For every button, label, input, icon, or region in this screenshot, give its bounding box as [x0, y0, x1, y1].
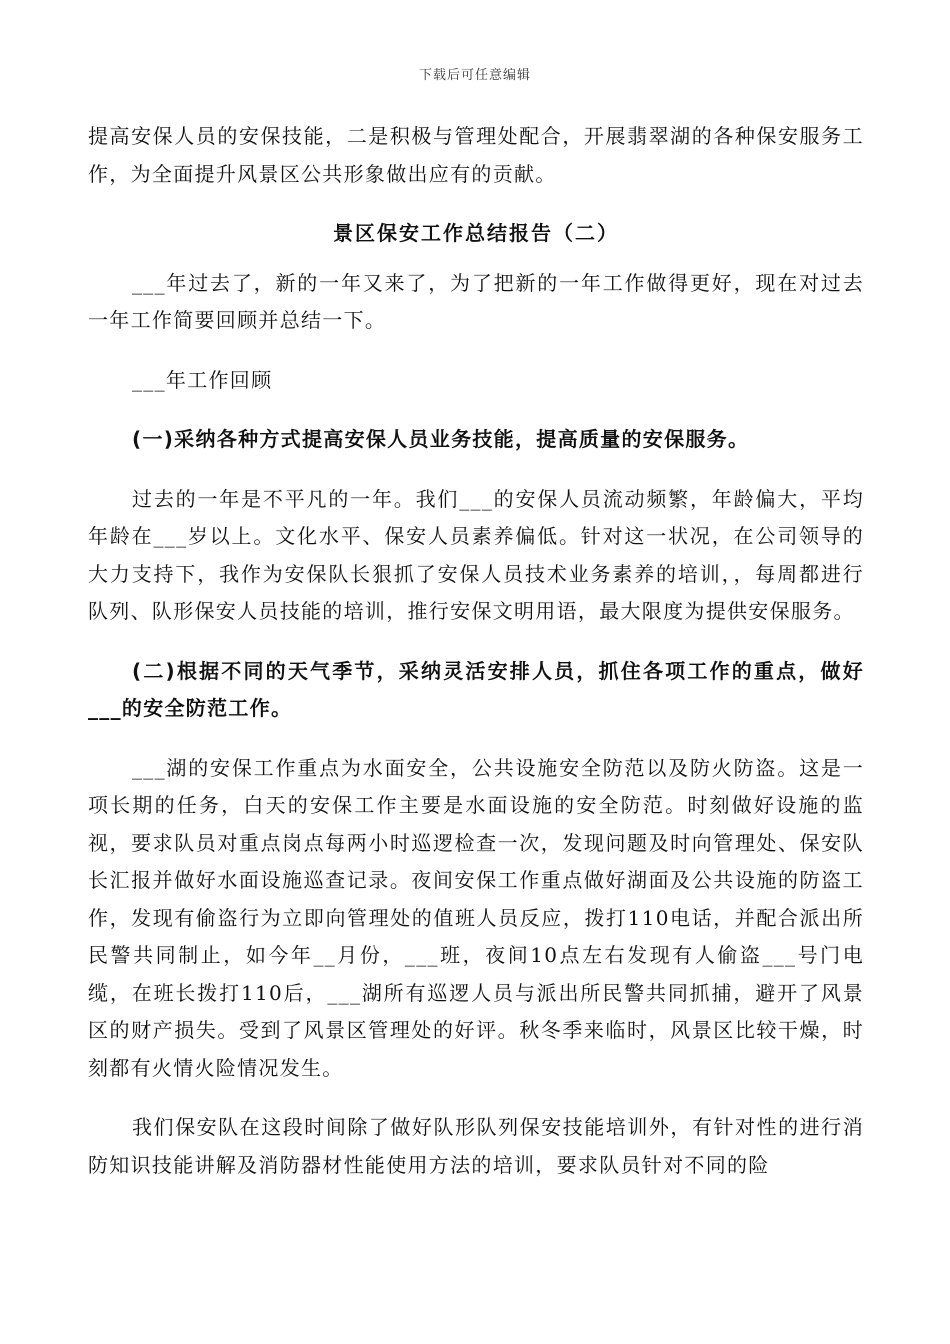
paragraph-fire-training: 我们保安队在这段时间除了做好队形队列保安技能培训外，有针对性的进行消防知识技能讲解及消防器材性能使用方法的培训，要求队员针对不同的险 — [88, 1115, 864, 1177]
paragraph-security-focus: ___湖的安保工作重点为水面安全，公共设施安全防范以及防火防盗。这是一项长期的任务，白天的安保工作主要是水面设施的安全防范。时刻做好设施的监视，要求队员对重点岗点每两小时巡逻检查一次，发现问题及时向管理处、保安队长汇报并做好水面设施巡查记录。夜间安保工作重点做好湖面及公共设施的防盗工作，发现有偷盗行为立即向管理处的值班人员反应，拨打110电话，并配合派出所民警共同制止，如今年__月份，___班，夜间10点左右发现有人偷盗___号门电缆，在班长拨打110后，___湖所有巡逻人员与派出所民警共同抓捕，避开了风景区的财产损失。受到了风景区管理处的好评。秋冬季来临时，风景区比较干燥，时刻都有火情火险情况发生。 — [88, 755, 864, 1080]
section-heading-2: (二)根据不同的天气季节，采纳灵活安排人员，抓住各项工作的重点，做好___的安全防范工作。 — [88, 658, 864, 720]
paragraph-continuation: 提高安保人员的安保技能，二是积极与管理处配合，开展翡翠湖的各种保安服务工作，为全面提升风景区公共形象做出应有的贡献。 — [88, 124, 864, 186]
document-body — [88, 118, 864, 1184]
section-heading-1: (一)采纳各种方式提高安保人员业务技能，提高质量的安保服务。 — [132, 427, 750, 451]
header-note: 下载后可任意编辑 — [418, 68, 531, 83]
document-title: 景区保安工作总结报告（二） — [333, 221, 619, 245]
paragraph-review-heading: ___年工作回顾 — [132, 367, 273, 392]
paragraph-training: 过去的一年是不平凡的一年。我们___的安保人员流动频繁，年龄偏大，平均年龄在___岁以上。文化水平、保安人员素养偏低。针对这一状况，在公司领导的大力支持下，我作为安保队长狠抓了安保人员技术业务素养的培训，，每周都进行队列、队形保安人员技能的培训，推行安保文明用语，最大限度为提供安保服务。 — [88, 486, 864, 623]
paragraph-intro: ___年过去了，新的一年又来了，为了把新的一年工作做得更好，现在对过去一年工作简要回顾并总结一下。 — [88, 270, 864, 332]
